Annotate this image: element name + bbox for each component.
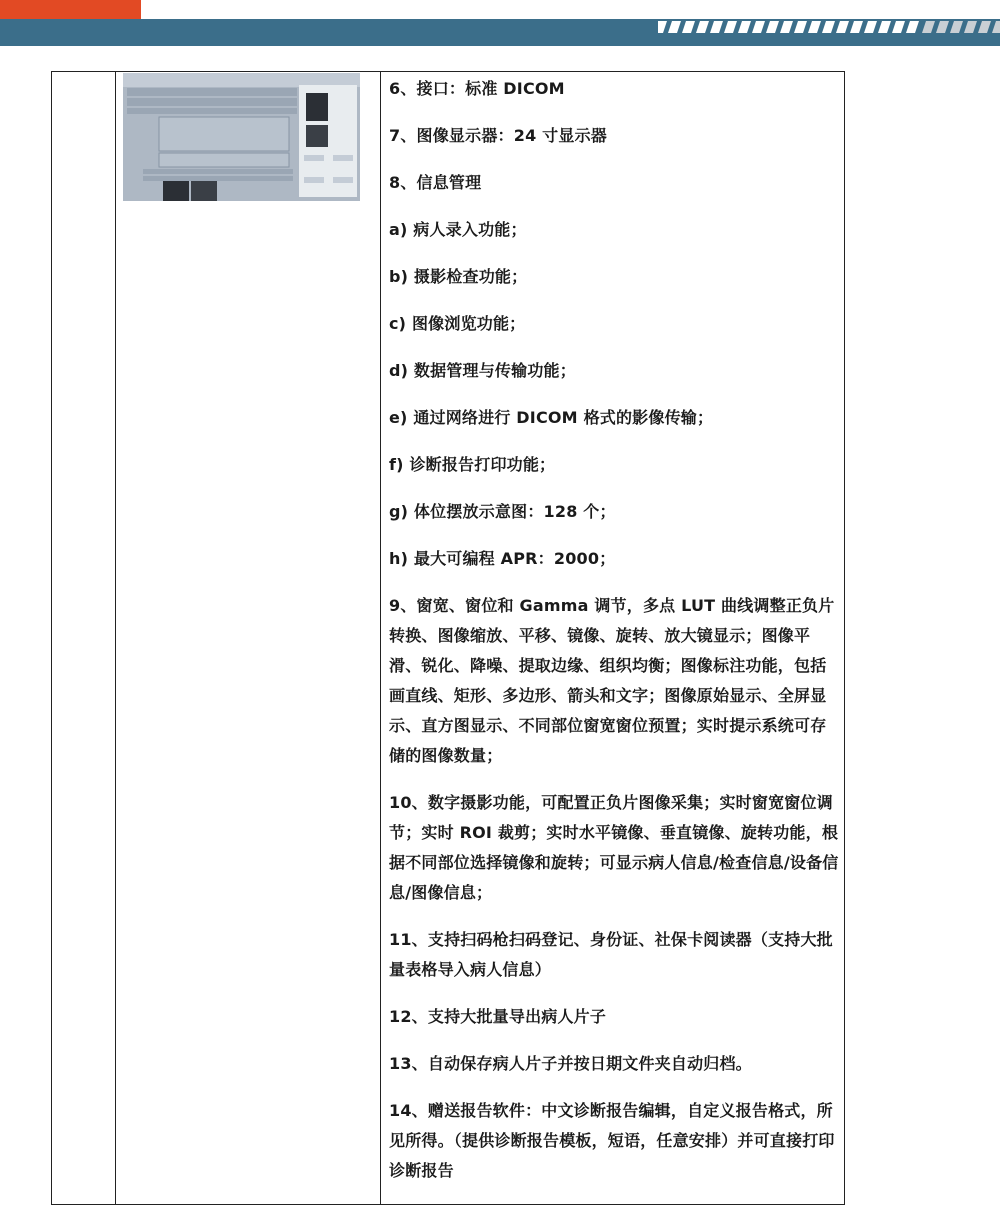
software-screenshot-thumbnail [123,73,360,201]
spec-item-8e: e) 通过网络进行 DICOM 格式的影像传输； [389,408,714,427]
spec-item-8h: h) 最大可编程 APR：2000； [389,549,616,568]
spec-item-8c: c) 图像浏览功能； [389,314,526,333]
spec-item-12: 12、支持大批量导出病人片子 [389,1007,607,1026]
spec-item-14: 14、赠送报告软件：中文诊断报告编辑，自定义报告格式，所见所得。（提供诊断报告模板，短语，任意安排）并可直接打印诊断报告 [389,1101,835,1180]
spec-item-9: 9、窗宽、窗位和 Gamma 调节，多点 LUT 曲线调整正负片转换、图像缩放、平移、镜像、旋转、放大镜显示；图像平滑、锐化、降噪、提取边缘、组织均衡；图像标注功能，包括画直线、矩形、多边形、箭头和文字；图像原始显示、全屏显示、直方图显示、不同部位窗宽窗位预置；实时提示系统可存储的图像数量； [389,596,835,765]
header-accent-bar [0,0,141,19]
spec-item-8g: g) 体位摆放示意图：128 个； [389,502,616,521]
table-divider-2 [380,72,381,1204]
table-divider-1 [115,72,116,1204]
header-stripes [658,19,1000,35]
spec-item-8b: b) 摄影检查功能； [389,267,528,286]
spec-item-7: 7、图像显示器：24 寸显示器 [389,126,607,145]
spec-item-6: 6、接口：标准 DICOM [389,79,565,98]
spec-item-10: 10、数字摄影功能，可配置正负片图像采集；实时窗宽窗位调节；实时 ROI 裁剪；实时水平镜像、垂直镜像、旋转功能，根据不同部位选择镜像和旋转；可显示病人信息/检查信息/设备信息/图像信息； [389,793,839,902]
spec-content [389,74,839,1203]
spec-item-8a: a) 病人录入功能； [389,220,527,239]
spec-item-8d: d) 数据管理与传输功能； [389,361,576,380]
spec-item-8f: f) 诊断报告打印功能； [389,455,556,474]
spec-item-8: 8、信息管理 [389,173,482,192]
spec-item-11: 11、支持扫码枪扫码登记、身份证、社保卡阅读器（支持大批量表格导入病人信息） [389,930,833,979]
spec-item-13: 13、自动保存病人片子并按日期文件夹自动归档。 [389,1054,752,1073]
